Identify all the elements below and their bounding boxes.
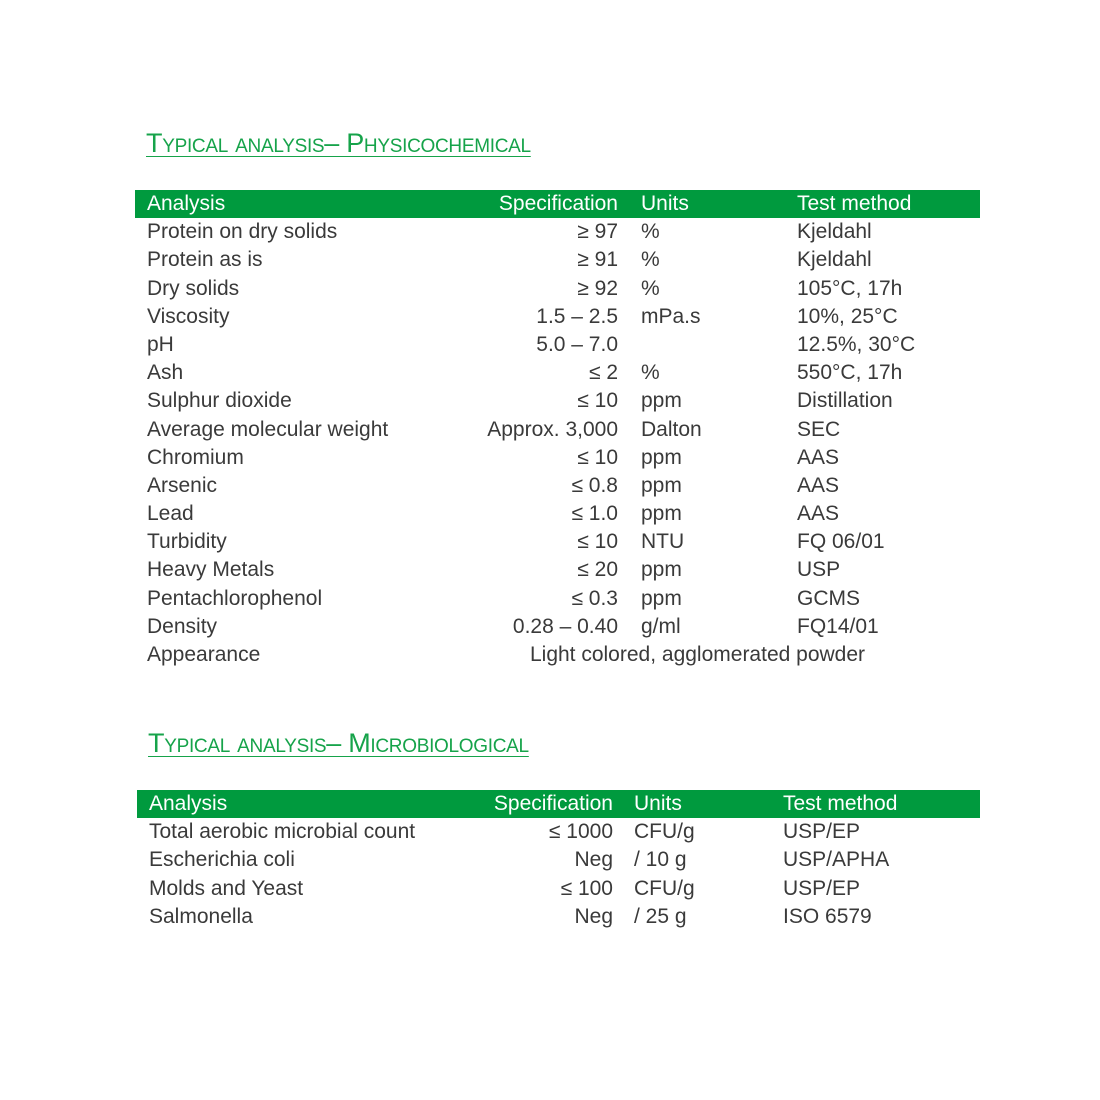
table-row-appearance bbox=[135, 641, 980, 669]
row-units: CFU/g bbox=[634, 820, 695, 844]
row-specification: ≤ 0.3 bbox=[571, 586, 618, 610]
row-specification: Neg bbox=[574, 848, 613, 872]
row-units: ppm bbox=[641, 473, 682, 497]
row-specification: ≤ 100 bbox=[560, 876, 613, 900]
row-units: Dalton bbox=[641, 417, 702, 441]
table-row bbox=[135, 528, 980, 556]
row-analysis: Viscosity bbox=[147, 304, 230, 328]
table-row bbox=[135, 416, 980, 444]
row-specification: ≤ 10 bbox=[577, 445, 618, 469]
row-analysis: Pentachlorophenol bbox=[147, 586, 323, 610]
table-row bbox=[137, 818, 980, 846]
row-specification: ≤ 0.8 bbox=[571, 473, 618, 497]
table-row bbox=[135, 472, 980, 500]
table-row bbox=[135, 303, 980, 331]
section-title-physicochemical: Typical analysis– Physicochemical bbox=[146, 128, 531, 158]
table-header-row bbox=[137, 790, 980, 818]
row-test-method: GCMS bbox=[797, 586, 860, 610]
row-specification: ≤ 10 bbox=[577, 389, 618, 413]
row-analysis: Ash bbox=[147, 361, 184, 385]
row-specification: ≤ 10 bbox=[577, 530, 618, 554]
row-test-method: SEC bbox=[797, 417, 841, 441]
row-test-method: 12.5%, 30°C bbox=[797, 332, 916, 356]
row-test-method: FQ14/01 bbox=[797, 614, 879, 638]
row-test-method: 550°C, 17h bbox=[797, 361, 903, 385]
row-units: % bbox=[641, 248, 660, 272]
row-specification: ≤ 2 bbox=[588, 361, 618, 385]
table-row bbox=[135, 246, 980, 274]
table-row bbox=[135, 331, 980, 359]
row-test-method: AAS bbox=[797, 445, 840, 469]
row-analysis: Density bbox=[147, 614, 218, 638]
row-specification: 1.5 – 2.5 bbox=[536, 304, 618, 328]
table-row bbox=[137, 846, 980, 874]
row-analysis: Escherichia coli bbox=[149, 848, 295, 872]
row-test-method: USP/EP bbox=[783, 876, 861, 900]
header-test-method: Test method bbox=[797, 192, 912, 215]
header-specification: Specification bbox=[498, 192, 618, 215]
row-units: ppm bbox=[641, 389, 682, 413]
table-header-row bbox=[135, 190, 980, 218]
row-units: % bbox=[641, 361, 660, 385]
table-row bbox=[135, 275, 980, 303]
header-analysis: Analysis bbox=[147, 192, 226, 215]
row-test-method: Distillation bbox=[797, 389, 893, 413]
table-row bbox=[135, 556, 980, 584]
row-test-method: USP bbox=[797, 558, 841, 582]
row-analysis: Sulphur dioxide bbox=[147, 389, 292, 413]
row-specification: ≥ 97 bbox=[577, 220, 618, 244]
microbiological-table bbox=[137, 790, 980, 931]
header-test-method: Test method bbox=[783, 792, 898, 815]
row-appearance-value: Light colored, agglomerated powder bbox=[529, 643, 866, 666]
row-analysis: Appearance bbox=[147, 643, 261, 666]
table-row bbox=[135, 500, 980, 528]
row-specification: Approx. 3,000 bbox=[487, 417, 618, 441]
row-test-method: FQ 06/01 bbox=[797, 530, 885, 554]
row-analysis: pH bbox=[147, 332, 174, 356]
row-test-method: ISO 6579 bbox=[783, 904, 872, 928]
row-specification: ≥ 92 bbox=[577, 276, 618, 300]
table-row bbox=[137, 903, 980, 931]
row-analysis: Lead bbox=[147, 502, 194, 526]
row-analysis: Turbidity bbox=[147, 530, 227, 554]
row-units: g/ml bbox=[641, 614, 681, 638]
row-specification: 0.28 – 0.40 bbox=[512, 614, 618, 638]
row-units: % bbox=[641, 276, 660, 300]
row-units: ppm bbox=[641, 558, 682, 582]
table-row bbox=[135, 585, 980, 613]
row-test-method: Kjeldahl bbox=[797, 248, 872, 272]
row-specification: ≤ 1000 bbox=[548, 820, 613, 844]
table-row bbox=[135, 613, 980, 641]
row-specification: ≥ 91 bbox=[577, 248, 618, 272]
row-units: mPa.s bbox=[641, 304, 701, 328]
table-row bbox=[137, 875, 980, 903]
table-row bbox=[135, 218, 980, 246]
row-test-method: 10%, 25°C bbox=[797, 304, 898, 328]
row-test-method: AAS bbox=[797, 502, 840, 526]
table-row bbox=[135, 387, 980, 415]
row-analysis: Salmonella bbox=[149, 904, 253, 928]
row-units: ppm bbox=[641, 445, 682, 469]
table-body bbox=[137, 818, 980, 931]
row-test-method: USP/EP bbox=[783, 820, 861, 844]
row-analysis: Heavy Metals bbox=[147, 558, 275, 582]
header-analysis: Analysis bbox=[149, 792, 228, 815]
row-test-method: USP/APHA bbox=[783, 848, 890, 872]
row-analysis: Dry solids bbox=[147, 276, 240, 300]
row-units: CFU/g bbox=[634, 876, 695, 900]
row-units: / 25 g bbox=[634, 904, 687, 928]
row-analysis: Protein as is bbox=[147, 248, 263, 272]
header-units: Units bbox=[634, 792, 682, 815]
table-row bbox=[135, 359, 980, 387]
row-units: / 10 g bbox=[634, 848, 687, 872]
header-units: Units bbox=[641, 192, 689, 215]
row-analysis: Total aerobic microbial count bbox=[149, 820, 416, 844]
row-units: ppm bbox=[641, 586, 682, 610]
row-analysis: Arsenic bbox=[147, 473, 218, 497]
row-test-method: AAS bbox=[797, 473, 840, 497]
row-analysis: Chromium bbox=[147, 445, 244, 469]
section-title-microbiological: Typical analysis– Microbiological bbox=[148, 728, 529, 758]
row-analysis: Molds and Yeast bbox=[149, 876, 304, 900]
row-units: % bbox=[641, 220, 660, 244]
physicochemical-table bbox=[135, 190, 980, 669]
row-analysis: Average molecular weight bbox=[147, 417, 389, 441]
row-specification: Neg bbox=[574, 904, 613, 928]
row-specification: ≤ 1.0 bbox=[571, 502, 618, 526]
row-units: NTU bbox=[641, 530, 685, 554]
table-row bbox=[135, 444, 980, 472]
row-units: ppm bbox=[641, 502, 682, 526]
table-body bbox=[135, 218, 980, 641]
row-specification: ≤ 20 bbox=[577, 558, 618, 582]
row-test-method: 105°C, 17h bbox=[797, 276, 903, 300]
row-analysis: Protein on dry solids bbox=[147, 220, 338, 244]
row-test-method: Kjeldahl bbox=[797, 220, 872, 244]
row-specification: 5.0 – 7.0 bbox=[536, 332, 618, 356]
header-specification: Specification bbox=[493, 792, 613, 815]
